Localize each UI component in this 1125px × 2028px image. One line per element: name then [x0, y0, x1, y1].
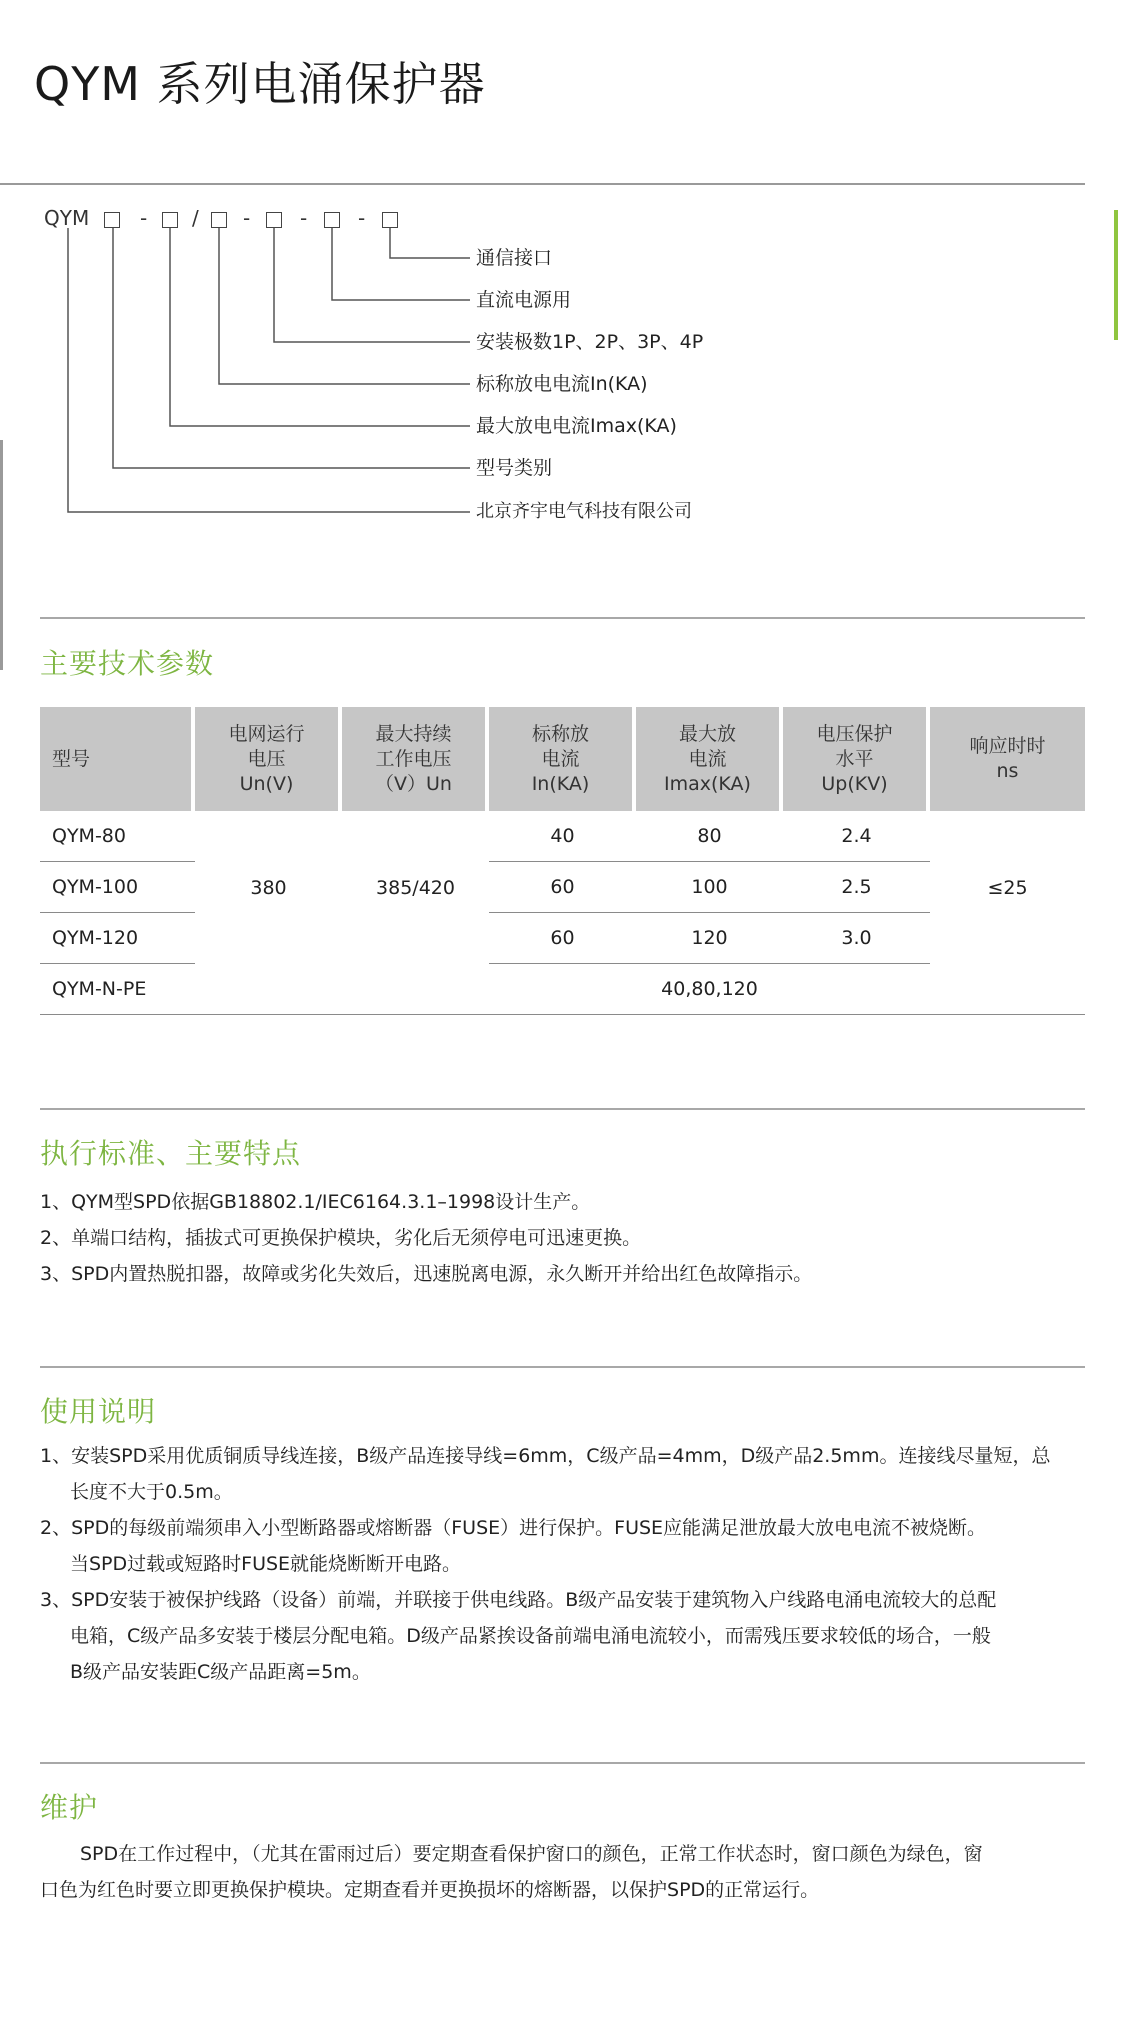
header-response-time: 响应时时 ns [930, 707, 1085, 811]
header-voltage-protection: 电压保护 水平 Up(KV) [783, 707, 930, 811]
label-poles: 安装极数1P、2P、3P、4P [476, 331, 704, 353]
section-divider [40, 1108, 1085, 1110]
header-max-continuous-voltage: 最大持续 工作电压 （V）Un [342, 707, 489, 811]
cell-in: 60 [489, 862, 636, 913]
label-company: 北京齐宇电气科技有限公司 [476, 501, 692, 522]
cell-up: 3.0 [783, 913, 930, 964]
label-nominal-current: 标称放电电流In(KA) [476, 373, 648, 395]
tech-params-title: 主要技术参数 [40, 647, 215, 680]
table-row [40, 964, 1085, 1015]
code-sep-2: / [192, 206, 199, 230]
cell-up: 2.4 [783, 811, 930, 862]
cell-in: 40 [489, 811, 636, 862]
cell-up: 2.5 [783, 862, 930, 913]
usage-line: 3、SPD安装于被保护线路（设备）前端，并联接于供电线路。B级产品安装于建筑物入户线路电涌电流较大的总配 [40, 1589, 997, 1611]
header-max-current: 最大放 电流 Imax(KA) [636, 707, 783, 811]
row-model: QYM-80 [40, 811, 195, 862]
standards-item: 2、单端口结构，插拔式可更换保护模块，劣化后无须停电可迅速更换。 [40, 1227, 642, 1249]
cell-un: 380 [250, 876, 287, 899]
cell-npe-values: 40,80,120 [489, 964, 930, 1015]
usage-line: 当SPD过载或短路时FUSE就能烧断断开电路。 [70, 1553, 462, 1575]
header-grid-voltage: 电网运行 电压 Un(V) [195, 707, 342, 811]
usage-line: 1、安装SPD采用优质铜质导线连接，B级产品连接导线=6mm，C级产品=4mm，D级产品2.5mm。连接线尽量短，总 [40, 1445, 1051, 1467]
usage-line: B级产品安装距C级产品距离=5m。 [70, 1661, 371, 1683]
code-sep-1: - [140, 206, 148, 230]
standards-item: 3、SPD内置热脱扣器，故障或劣化失效后，迅速脱离电源，永久断开并给出红色故障指示。 [40, 1263, 813, 1285]
section-divider [40, 1762, 1085, 1764]
table-row [40, 811, 1085, 862]
model-code-connector-lines [0, 0, 1125, 540]
cell-imax: 80 [636, 811, 783, 862]
cell-in: 60 [489, 913, 636, 964]
label-model-type: 型号类别 [476, 457, 553, 479]
tech-params-table [40, 707, 1085, 1015]
cell-uc: 385/420 [376, 876, 455, 899]
maintenance-title: 维护 [40, 1791, 99, 1824]
maintenance-line: 口色为红色时要立即更换保护模块。定期查看并更换损坏的熔断器，以保护SPD的正常运行。 [40, 1879, 820, 1901]
row-model: QYM-N-PE [40, 964, 195, 1015]
standards-item: 1、QYM型SPD依据GB18802.1/IEC6164.3.1–1998设计生产。 [40, 1191, 591, 1213]
cell-imax: 120 [636, 913, 783, 964]
label-max-current: 最大放电电流Imax(KA) [476, 415, 677, 437]
code-sep-3: - [243, 206, 251, 230]
section-divider [40, 1366, 1085, 1368]
label-comm-interface: 通信接口 [476, 247, 553, 269]
usage-line: 电箱，C级产品多安装于楼层分配电箱。D级产品紧挨设备前端电涌电流较小，而需残压要求较低的场合，一般 [70, 1625, 991, 1647]
code-sep-5: - [358, 206, 366, 230]
code-sep-4: - [300, 206, 308, 230]
table-header-row [40, 707, 1085, 811]
cell-imax: 100 [636, 862, 783, 913]
usage-line: 长度不大于0.5m。 [70, 1481, 233, 1503]
usage-line: 2、SPD的每级前端须串入小型断路器或熔断器（FUSE）进行保护。FUSE应能满足泄放最大放电电流不被烧断。 [40, 1517, 987, 1539]
section-divider [40, 617, 1085, 619]
page-title: QYM 系列电涌保护器 [34, 57, 486, 111]
usage-title: 使用说明 [40, 1395, 157, 1428]
cell-response: ≤25 [987, 876, 1028, 899]
header-nominal-current: 标称放 电流 In(KA) [489, 707, 636, 811]
model-code-prefix: QYM [44, 206, 90, 230]
label-dc-power: 直流电源用 [476, 289, 572, 311]
maintenance-line: SPD在工作过程中，（尤其在雷雨过后）要定期查看保护窗口的颜色，正常工作状态时，窗口颜色为绿色，窗 [80, 1843, 983, 1865]
row-model: QYM-120 [40, 913, 195, 964]
header-model: 型号 [40, 707, 195, 811]
standards-title: 执行标准、主要特点 [40, 1137, 302, 1170]
row-model: QYM-100 [40, 862, 195, 913]
